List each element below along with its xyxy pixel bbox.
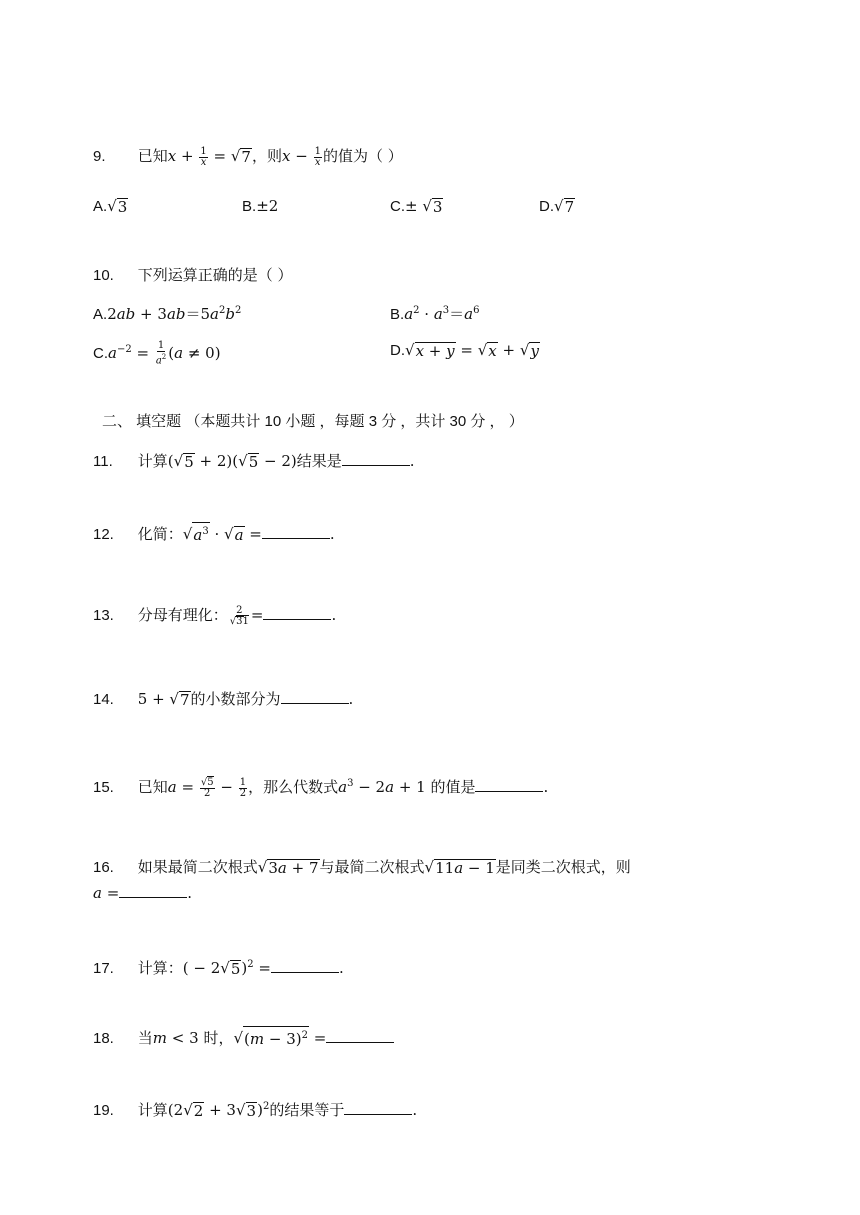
question-number: 18. [93,1030,114,1047]
period: . [331,606,337,624]
option-c: C.± √ 3 [390,197,443,216]
question-16-cont: a = . [93,884,193,902]
question-17: 17. 计算：( − 2 √ 5 )$^2$ = . [93,959,344,978]
question-text: ，那么代数式 [248,778,339,796]
period: . [329,525,335,543]
question-text: 分母有理化： [137,606,228,624]
option-label: C. [390,198,405,215]
answer-blank[interactable] [342,451,410,466]
question-text: 时， [198,1029,234,1047]
question-text: 计算： [137,959,183,977]
option-label: B. [242,198,257,215]
option-value: ±2 [256,197,279,215]
period: . [543,778,549,796]
question-text: 化简： [137,525,183,543]
period: . [348,690,354,708]
answer-blank[interactable] [326,1028,394,1043]
question-12: 12. 化简： √ $a^3$ · √ a = . [93,522,335,545]
question-text: 的值为（ ） [322,147,403,165]
answer-blank[interactable] [119,883,187,898]
question-number: 16. [93,859,114,876]
question-number: 14. [93,691,114,708]
question-number: 9. [93,148,106,165]
fraction: $\frac{1}{x}$ [200,145,207,168]
question-text: 的值是 [425,778,476,796]
question-14: 14. 5 + √ 7 的小数部分为 . [93,690,354,709]
answer-blank[interactable] [475,777,543,792]
question-text: 当 [137,1029,153,1047]
option-b [242,196,278,217]
question-text: 已知 [137,778,168,796]
question-number: 19. [93,1102,114,1119]
question-11: 11. 计算( √ 5 + 2)( √ 5 − 2)结果是 . [93,452,415,471]
math: x [167,147,177,165]
option-label: B. [390,306,405,323]
option-label: C. [93,345,108,362]
question-text: ，则 [251,147,282,165]
question-text: 是同类二次根式，则 [495,858,631,876]
question-text: 计算 [137,1101,168,1119]
answer-blank[interactable] [281,689,349,704]
question-number: 12. [93,526,114,543]
question-18: 18. 当m < 3 时， √ $(m - 3)^2$ = [93,1026,394,1049]
option-b: $B.a^2 \cdot a^3=a^6$ [390,305,480,323]
question-13: 13. 分母有理化： $\frac{2}{√31}$ = . [93,604,337,627]
period: . [412,1101,418,1119]
answer-blank[interactable] [263,605,331,620]
option-c: $C.a^{-2}$ = $\frac{1}{a^2}$ (a ≠ 0) [93,340,221,367]
fraction: $\frac{1}{a^2}$ [155,340,167,367]
question-text: 计算 [137,452,168,470]
period: . [187,884,193,902]
question-text: 已知 [137,147,168,165]
option-label: A. [93,198,108,215]
fraction: $\frac{1}{2}$ [239,776,247,799]
option-value: ± [405,197,418,215]
question-9: 9. 已知x + $\frac{1}{x}$ = √ 7 ，则x − $\frac{1}{x}$ 的值为（ ） [93,145,403,168]
answer-blank[interactable] [271,958,339,973]
question-text: 的结果等于 [269,1101,345,1119]
question-number: 13. [93,607,114,624]
question-10 [93,265,293,286]
fraction: $\frac{√5}{2}$ [200,776,214,799]
option-d: D. √ 7 [539,197,575,216]
option-label: D. [539,198,554,215]
fraction: $\frac{1}{x}$ [314,145,321,168]
question-number: 15. [93,779,114,796]
question-19: 19. 计算(2 √ 2 + 3 √ 3 )$^2$的结果等于 . [93,1101,418,1120]
fraction: $\frac{2}{√31}$ [229,604,249,627]
question-text: 结果是 [296,452,342,470]
period: . [338,959,344,977]
question-16: 16. 如果最简二次根式 √ 3a + 7 与最简二次根式 √ 11a − 1 是同类二次根式，则 [93,858,631,877]
question-text: 如果最简二次根式 [137,858,258,876]
question-text: 的小数部分为 [190,690,281,708]
question-number: 10. [93,267,114,284]
question-15: 15. 已知a = $\frac{√5}{2}$ − $\frac{1}{2}$ ，那么代数式$a^3 - 2a + 1$ 的值是 . [93,776,549,799]
sqrt: √ 7 [230,147,251,166]
option-a: $A.2ab + 3ab=5a^2b^2$ [93,305,242,323]
question-number: 11. [93,453,113,470]
question-number: 17. [93,960,114,977]
option-a: A. √ 3 [93,197,128,216]
answer-blank[interactable] [344,1100,412,1115]
option-label: A. [93,306,108,323]
answer-blank[interactable] [262,524,330,539]
question-text: 与最简二次根式 [319,858,425,876]
math: x [281,147,291,165]
option-d: D. √ x + y = √ x + √ y [390,341,539,360]
period: . [409,452,415,470]
question-text: 下列运算正确的是（ ） [137,266,293,284]
section-title: 二、 填空题 （本题共计 10 小题 ，每题 3 分 ，共计 30 分 ， ） [102,413,524,430]
option-label: D. [390,342,405,359]
